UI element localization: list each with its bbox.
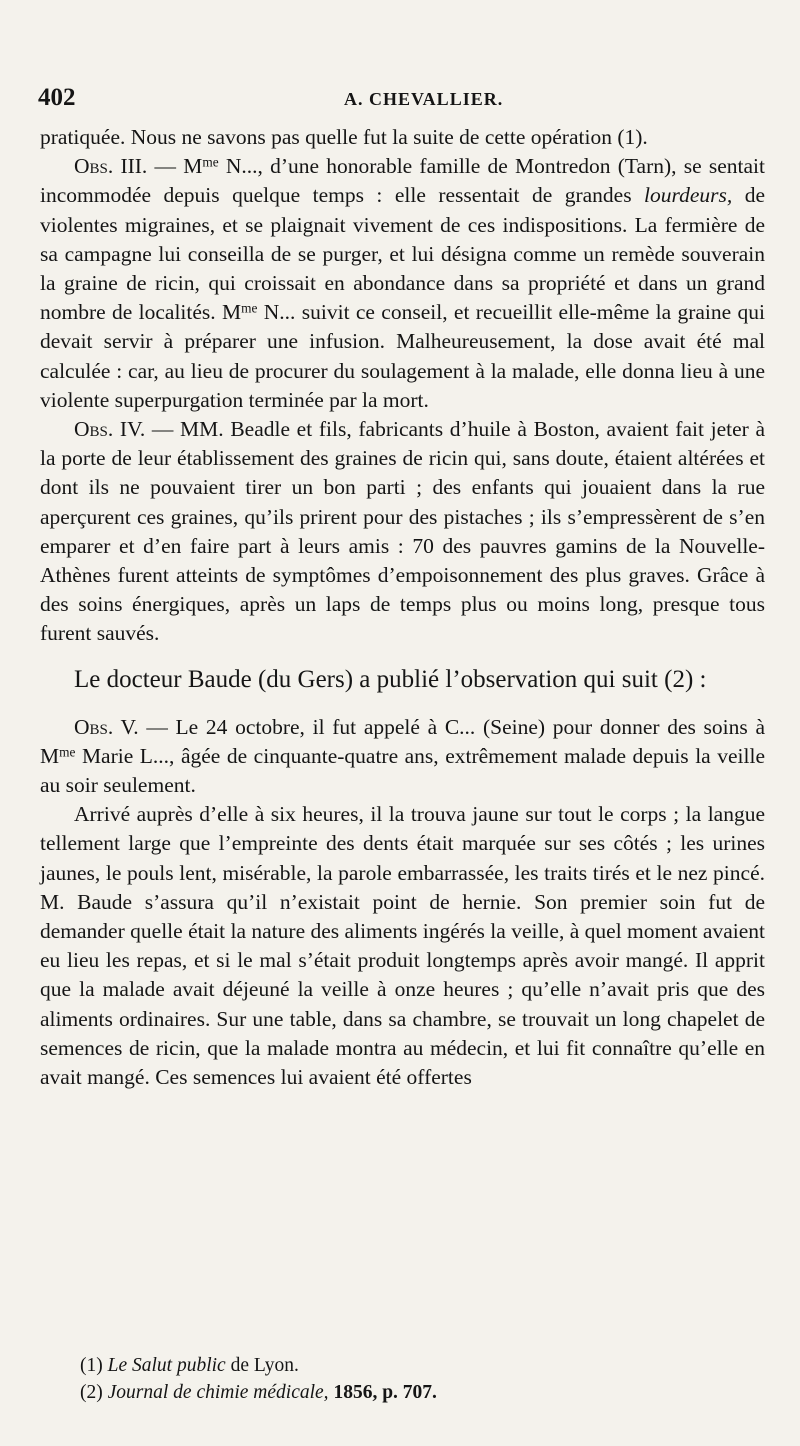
paragraph-text: Marie L..., âgée de cinquante-quatre ans, extrêmement malade depuis la veille au soir seulement. bbox=[40, 743, 765, 798]
paragraph-text: Le docteur Baude (du Gers) a publié l’observation qui suit (2) : bbox=[74, 665, 707, 693]
paragraph-text: N... suivit ce conseil, et recueillit elle-même la graine qui devait servir à préparer une infusion. Malheureusement, la dose avait été mal calculée : car, au lieu de procurer du soulagement à la malade, elle donna lieu à une violente superpurgation terminée par la mort. bbox=[40, 300, 765, 412]
paragraph-continuation bbox=[40, 123, 765, 152]
running-head: A. CHEVALLIER. bbox=[344, 89, 504, 109]
footnote-number: (1) bbox=[80, 1355, 103, 1376]
footnote-number: (2) bbox=[80, 1382, 103, 1403]
body-text bbox=[40, 123, 765, 1092]
superscript: me bbox=[241, 300, 258, 316]
paragraph-text: de violentes migraines, et se plaignait vivement de ces indispositions. La fermière de sa campagne lui conseilla de se purger, et lui désigna comme un remède souverain la graine de ricin, qui croissait en abondance dans sa propriété et dans un grand nombre de localités. M bbox=[40, 183, 765, 325]
paragraph-text: — MM. Beadle et fils, fabricants d’huile à Boston, avaient fait jeter à la porte de leur établissement des graines de ricin qui, sans doute, étaient altérées et dont ils ne pouvaient tirer un bon parti ; des enfants qui jouaient dans la rue aperçurent ces graines, qu’ils prirent pour des pistaches ; ils s’empressèrent de s’en emparer et d’en faire part à leurs amis : 70 des pauvres gamins de la Nouvelle-Athènes furent atteints de symptômes d’empoisonnement des plus graves. Grâce à des soins énergiques, après un laps de temps plus ou moins long, presque tous furent sauvés. bbox=[40, 417, 765, 646]
footnote-title: Le Salut public bbox=[107, 1355, 226, 1376]
page-header bbox=[38, 84, 763, 116]
paragraph-obs-3 bbox=[40, 152, 765, 415]
paragraph-text: Arrivé auprès d’elle à six heures, il la trouva jaune sur tout le corps ; la langue tellement large que l’empreinte des dents était marquée sur ses côtés ; les urines jaunes, le pouls lent, misérable, la parole embarrassée, les traits tirés et le nez pincé. M. Baude s’assura qu’il n’existait point de hernie. Son premier soin fut de demander quelle était la nature des aliments ingérés la veille, à quel moment avaient eu lieu les repas, et si le mal s’était produit longtemps après avoir mangé. Il apprit que la malade avait déjeuné la veille à onze heures ; qu’elle n’avait pris que des aliments ordinaires. Sur une table, dans sa chambre, se trouvait un long chapelet de semences de ricin, que la malade montra au médecin, et lui fit connaître qu’elle en avait mangé. Ces semences lui avaient été offertes bbox=[40, 802, 765, 1090]
superscript: me bbox=[202, 154, 219, 170]
obs-label: Obs. V. bbox=[74, 714, 139, 739]
footnotes bbox=[80, 1352, 760, 1406]
paragraph-obs-5 bbox=[40, 713, 765, 801]
paragraph-obs-4 bbox=[40, 415, 765, 649]
footnote-text: de Lyon. bbox=[225, 1355, 299, 1376]
footnote-title: Journal de chimie médicale, bbox=[107, 1382, 329, 1403]
footnote-2 bbox=[80, 1379, 760, 1406]
footnote-text: 1856, p. 707. bbox=[328, 1382, 437, 1403]
italic-text: lourdeurs, bbox=[644, 183, 733, 208]
superscript: me bbox=[59, 744, 76, 760]
paragraph-text: — M bbox=[147, 154, 203, 179]
obs-label: Obs. IV. bbox=[74, 417, 146, 442]
paragraph-text: pratiquée. Nous ne savons pas quelle fut la suite de cette opération (1). bbox=[40, 125, 648, 149]
paragraph-intro bbox=[40, 663, 765, 697]
paragraph-narrative bbox=[40, 800, 765, 1092]
footnote-1 bbox=[80, 1352, 760, 1379]
page-number: 402 bbox=[38, 84, 76, 111]
paragraph-text: N..., d’une honorable famille de Montredon (Tarn), se sentait incommodée depuis quelque temps : elle ressentait de grandes bbox=[40, 154, 765, 208]
obs-label: Obs. III. bbox=[74, 154, 148, 179]
paragraph-text: — Le 24 octobre, il fut appelé à C... (Seine) pour donner des soins à M bbox=[40, 714, 765, 768]
